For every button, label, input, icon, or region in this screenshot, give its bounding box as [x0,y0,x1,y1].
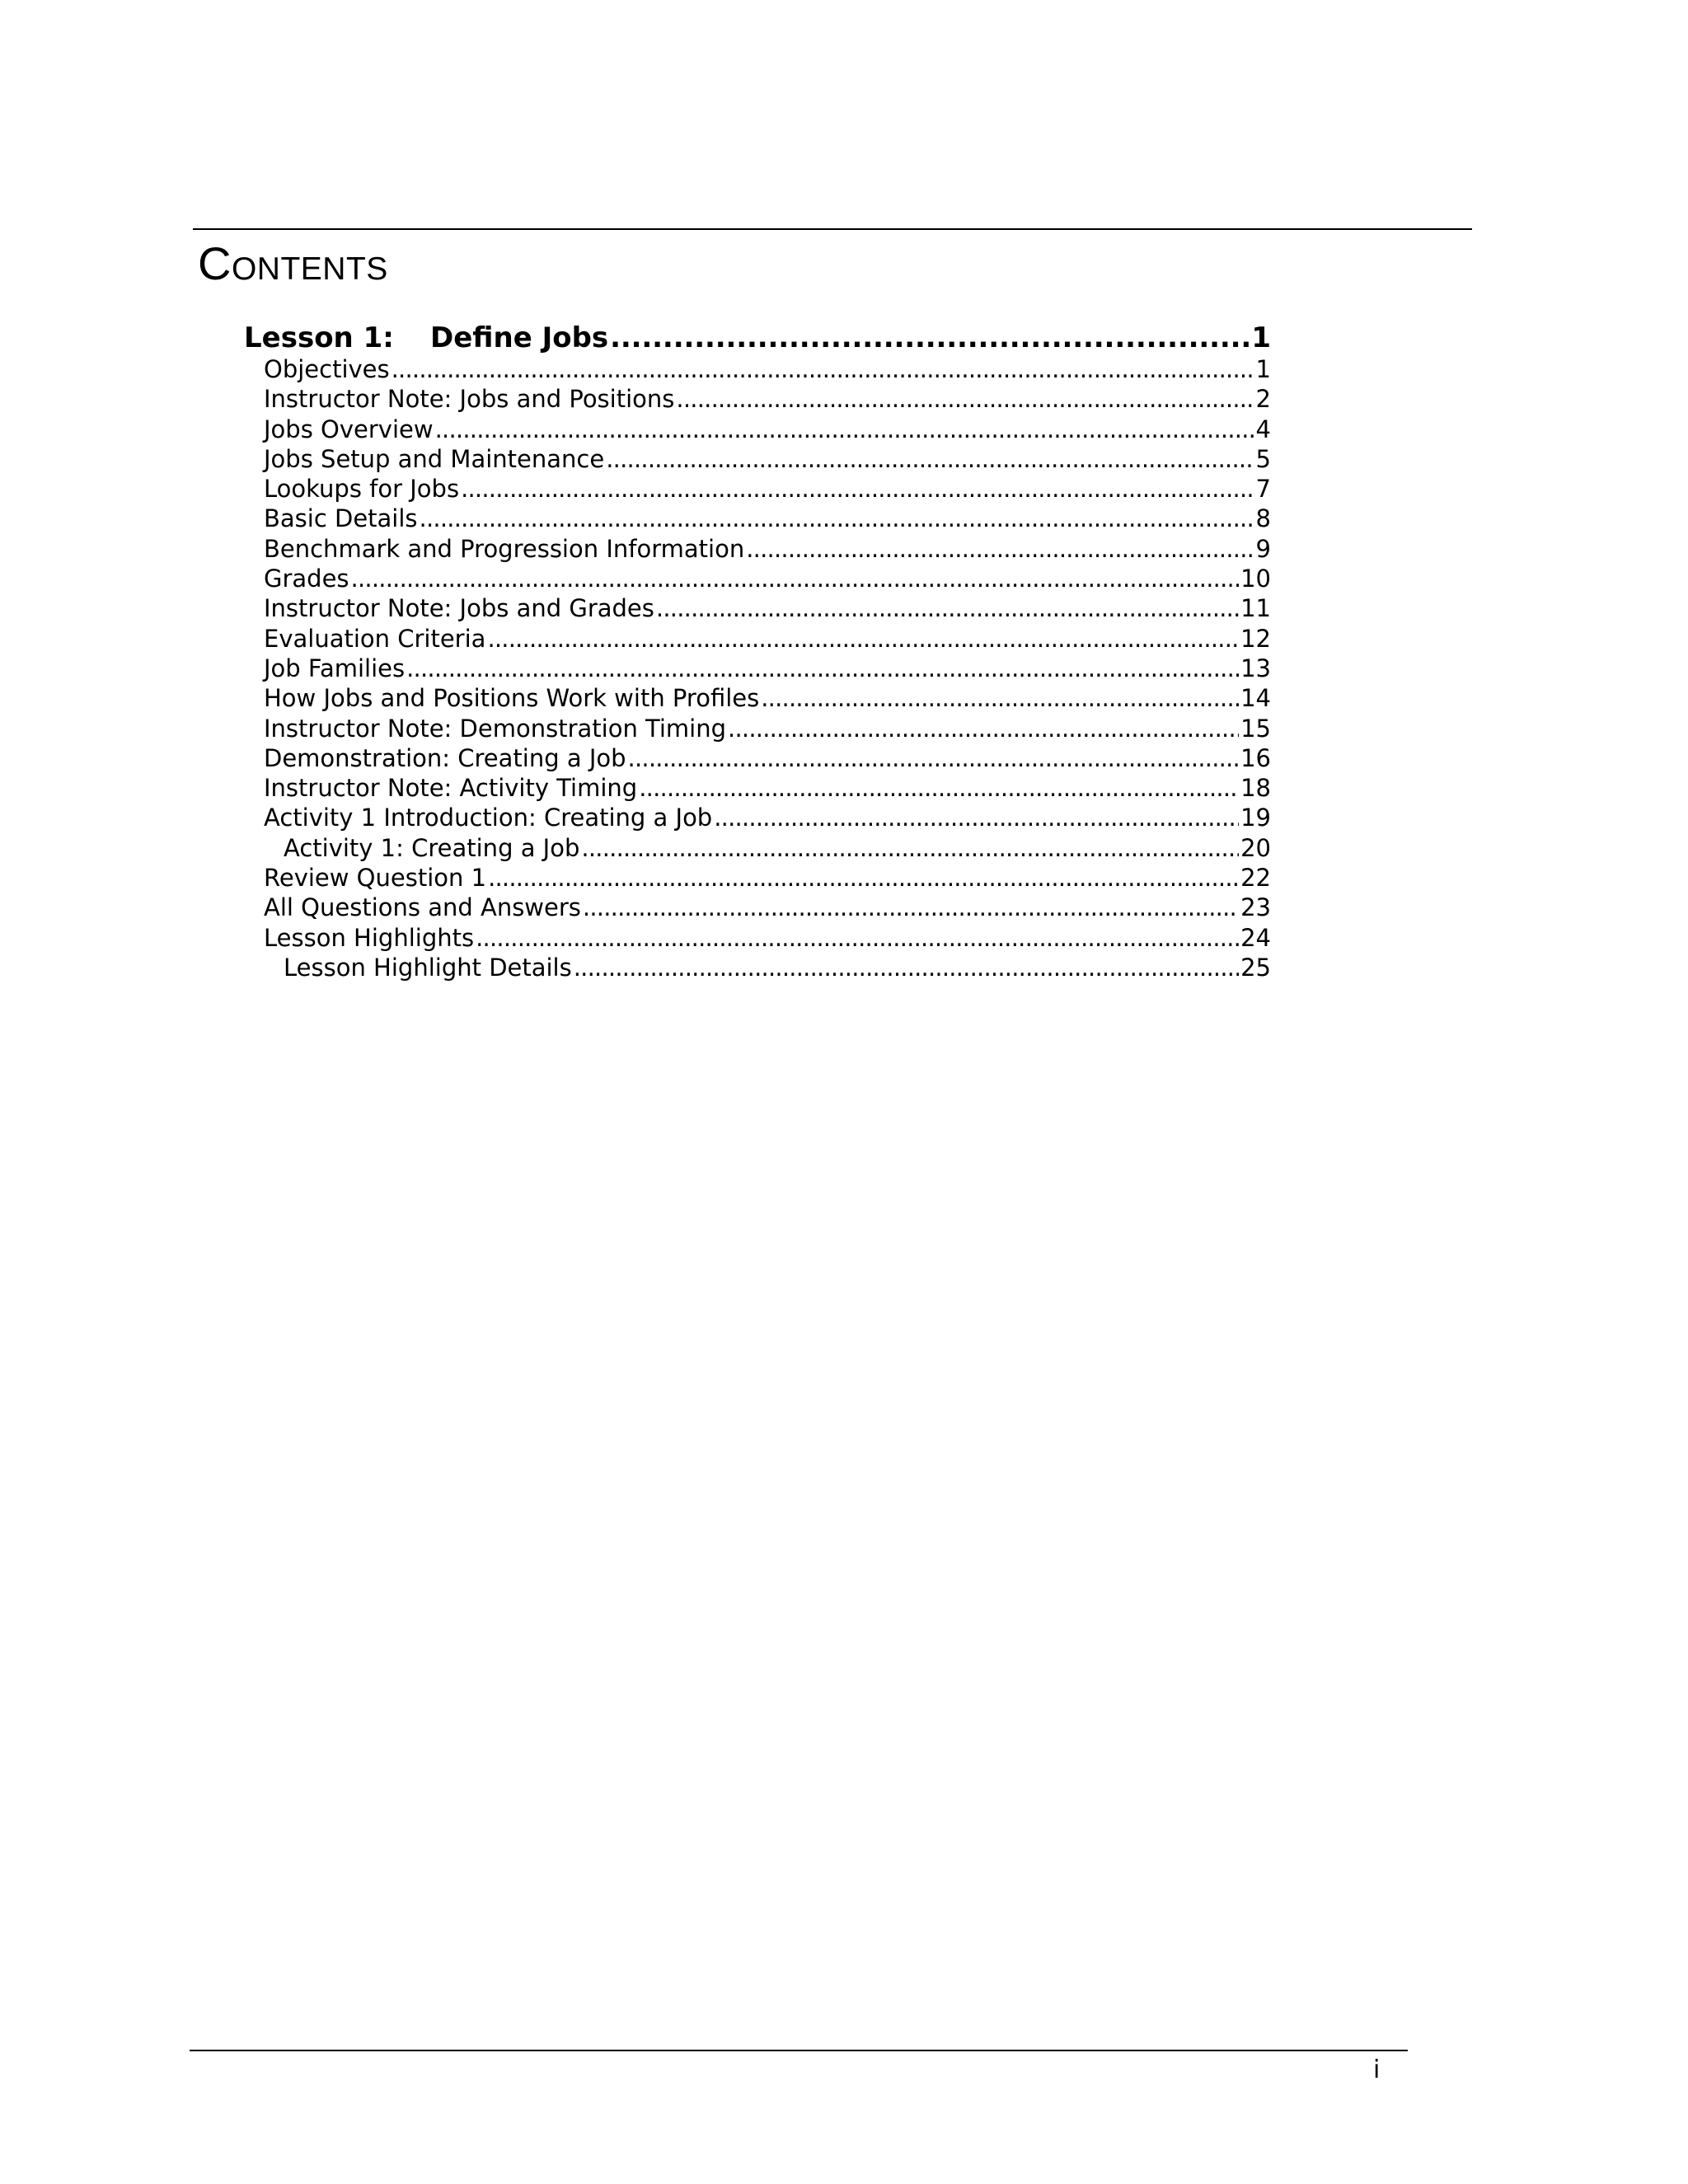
dot-leader [581,833,1239,863]
toc-entry-page-number: 8 [1255,504,1271,533]
toc-entry[interactable] [264,714,1271,743]
top-rule [193,228,1472,230]
dot-leader [606,444,1254,474]
dot-leader [610,321,1250,354]
toc-entry[interactable] [264,354,1271,384]
toc-entry[interactable] [264,923,1271,953]
toc-entry[interactable] [264,534,1271,564]
toc-entry-page-number: 18 [1240,774,1271,803]
toc-entry[interactable] [264,384,1271,414]
dot-leader [639,773,1239,803]
toc-entry[interactable] [264,803,1271,832]
toc-entry-page-number: 1 [1255,355,1271,383]
toc-entry[interactable] [264,444,1271,474]
lesson-label [244,321,608,354]
toc-entry[interactable] [264,593,1271,623]
lesson-title: Define Jobs [430,321,609,354]
lesson-number: Lesson 1: [244,321,394,354]
toc-entry-page-number: 20 [1240,833,1271,862]
toc-entry-label: Grades [264,565,349,593]
lesson-page-number: 1 [1251,321,1271,354]
dot-leader [583,893,1239,922]
dot-leader [476,923,1239,953]
page-title: Contents [198,237,388,289]
toc-entry-label: Activity 1: Creating a Job [284,833,580,862]
dot-leader [746,534,1254,564]
toc-entry[interactable] [264,654,1271,683]
toc-entry-page-number: 15 [1240,714,1271,743]
toc-entry-page-number: 14 [1240,684,1271,713]
toc-entry-page-number: 7 [1255,475,1271,504]
dot-leader [406,654,1239,683]
toc-entry-label: Benchmark and Progression Information [264,534,745,563]
toc-entry-label: Lesson Highlights [264,923,475,952]
bottom-rule [190,2050,1408,2051]
toc-entry-label: Lesson Highlight Details [284,953,572,982]
toc-entry-page-number: 24 [1240,923,1271,952]
dot-leader [656,593,1239,623]
dot-leader [420,504,1254,533]
toc-entry-page-number: 9 [1255,534,1271,563]
toc-entry-page-number: 13 [1240,654,1271,682]
toc-entry-label: Basic Details [264,504,418,533]
toc-entry-page-number: 10 [1240,565,1271,593]
dot-leader [761,683,1239,713]
toc-entry[interactable] [264,743,1271,773]
toc-entry-page-number: 12 [1240,624,1271,653]
toc-entry-label: Instructor Note: Demonstration Timing [264,714,727,743]
table-of-contents [244,321,1271,982]
toc-entry-label: Review Question 1 [264,864,487,893]
toc-entry[interactable] [264,504,1271,533]
toc-entry-page-number: 4 [1255,415,1271,443]
toc-entry[interactable] [264,564,1271,593]
toc-entry[interactable] [264,415,1271,444]
toc-lesson-heading[interactable] [244,321,1271,354]
dot-leader [487,624,1239,654]
toc-entry-label: Activity 1 Introduction: Creating a Job [264,804,713,832]
toc-entry[interactable] [264,683,1271,713]
toc-entry[interactable] [264,893,1271,922]
toc-entry-label: Instructor Note: Jobs and Grades [264,594,654,623]
dot-leader [392,354,1254,384]
toc-entry-label: Jobs Overview [264,415,434,443]
toc-entry-label: Evaluation Criteria [264,624,486,653]
dot-leader [435,415,1254,444]
toc-entry-page-number: 19 [1240,804,1271,832]
folio-page-number: i [1373,2055,1381,2084]
toc-entry-page-number: 11 [1240,594,1271,623]
dot-leader [488,863,1239,893]
toc-entry-label: Jobs Setup and Maintenance [264,444,605,473]
toc-entries [264,354,1271,982]
toc-entry-label: Job Families [264,654,406,682]
toc-entry-page-number: 25 [1240,953,1271,982]
toc-entry[interactable] [264,953,1271,982]
toc-entry[interactable] [264,624,1271,654]
dot-leader [461,474,1254,504]
dot-leader [728,714,1239,743]
toc-entry-label: Lookups for Jobs [264,475,460,504]
toc-entry[interactable] [264,833,1271,863]
dot-leader [351,564,1240,593]
toc-entry[interactable] [264,863,1271,893]
toc-entry-page-number: 2 [1255,385,1271,414]
toc-entry[interactable] [264,474,1271,504]
toc-entry-page-number: 22 [1240,864,1271,893]
dot-leader [574,953,1239,982]
toc-entry-label: Instructor Note: Jobs and Positions [264,385,675,414]
toc-entry[interactable] [264,773,1271,803]
toc-entry-label: Objectives [264,355,390,383]
toc-entry-page-number: 16 [1240,743,1271,772]
dot-leader [676,384,1254,414]
toc-entry-label: All Questions and Answers [264,893,581,922]
dot-leader [714,803,1239,832]
toc-entry-label: Demonstration: Creating a Job [264,743,626,772]
toc-entry-page-number: 5 [1255,444,1271,473]
toc-entry-label: How Jobs and Positions Work with Profiles [264,684,760,713]
dot-leader [628,743,1240,773]
toc-entry-page-number: 23 [1240,893,1271,922]
toc-entry-label: Instructor Note: Activity Timing [264,774,638,803]
